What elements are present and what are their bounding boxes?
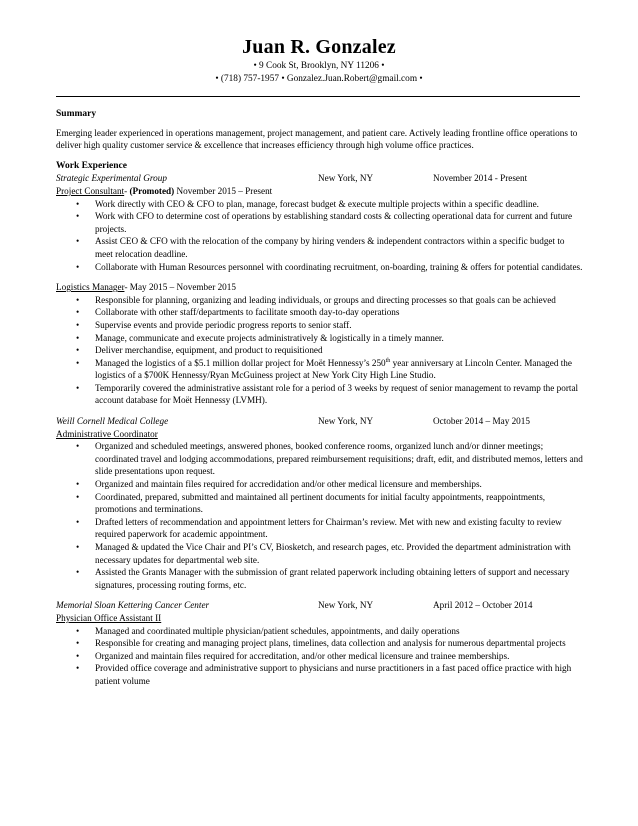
list-item (56, 491, 584, 516)
promoted-label: (Promoted) (129, 185, 175, 196)
bullet-icon: • (76, 638, 80, 649)
list-item (56, 637, 584, 650)
employer-name: Strategic Experimental Group (56, 173, 167, 184)
bullet-icon: • (76, 625, 80, 636)
bullet-icon: • (76, 261, 80, 272)
employer-row (56, 415, 584, 428)
role-title (56, 281, 584, 294)
list-item (56, 235, 584, 260)
list-item (56, 344, 584, 357)
list-item (56, 357, 584, 382)
spacer (56, 407, 584, 415)
bullet-list (56, 294, 584, 407)
bullet-text: Managed the logistics of a $5.1 million dollar project for Moët Hennessy’s 250 (95, 357, 386, 368)
bullet-text: Collaborate with Human Resources personnel with coordinating recruitment, on-boarding, training & offers for potential candidates. (95, 261, 583, 272)
employer-row (56, 172, 584, 185)
role-name: Logistics Manager (56, 282, 125, 293)
bullet-text: Drafted letters of recommendation and appointment letters for Chairman’s review. Met with new and existing faculty to review required paperwork for academic appointment. (95, 516, 562, 540)
bullet-text: Temporarily covered the administrative assistant role for a period of 3 weeks by request of senior management to revamp the portal account database for Moët Hennessy (LVMH). (95, 382, 579, 406)
employer-location: New York, NY (318, 173, 374, 184)
bullet-icon: • (76, 441, 80, 452)
employer-name: Weill Cornell Medical College (56, 416, 169, 427)
role-name: Administrative Coordinator (56, 428, 158, 439)
resume-header (0, 0, 638, 86)
bullet-text: Coordinated, prepared, submitted and maintained all pertinent documents for initial faculty appointments, reappointments, promotions and terminations. (95, 491, 546, 515)
bullet-icon: • (76, 236, 80, 247)
list-item (56, 294, 584, 307)
role-dates: - May 2015 – November 2015 (124, 282, 236, 293)
address-line: • 9 Cook St, Brooklyn, NY 11206 • (253, 61, 385, 71)
header-divider (56, 96, 580, 97)
bullet-icon: • (76, 567, 80, 578)
list-item (56, 566, 584, 591)
bullet-list (56, 440, 584, 591)
bullet-icon: • (76, 345, 80, 356)
bullet-text: Manage, communicate and execute projects administratively & logistically in a timely manner. (95, 332, 444, 343)
list-item (56, 625, 584, 638)
bullet-icon: • (76, 516, 80, 527)
bullet-icon: • (76, 650, 80, 661)
employer-dates: October 2014 – May 2015 (433, 416, 530, 427)
bullet-icon: • (76, 357, 80, 368)
bullet-icon: • (76, 211, 80, 222)
spacer (56, 591, 584, 599)
employer-dates: November 2014 - Present (433, 173, 528, 184)
employer-row (56, 599, 584, 612)
bullet-text: Managed and coordinated multiple physician/patient schedules, appointments, and daily operations (95, 625, 460, 636)
summary-heading: Summary (56, 109, 97, 119)
role-separator: - (124, 185, 130, 196)
bullet-icon: • (76, 294, 80, 305)
list-item (56, 319, 584, 332)
bullet-text: year anniversary at Lincoln Center. Managed the logistics of a $700K Hennessy/Ryan McGuiness project at New York City High Line Studio. (95, 357, 572, 381)
work-heading: Work Experience (56, 160, 127, 171)
employer-name: Memorial Sloan Kettering Cancer Center (56, 600, 210, 611)
resume-body (56, 108, 584, 688)
role-name: Project Consultant (56, 185, 125, 196)
list-item (56, 650, 584, 663)
bullet-list (56, 198, 584, 274)
employer-location: New York, NY (318, 416, 374, 427)
list-item (56, 261, 584, 274)
bullet-text: Work directly with CEO & CFO to plan, manage, forecast budget & execute multiple projects within a specific deadline. (95, 198, 539, 209)
list-item (56, 306, 584, 319)
contact-line: • (718) 757-1957 • Gonzalez.Juan.Robert@gmail.com • (215, 74, 423, 84)
bullet-icon: • (76, 382, 80, 393)
bullet-text: Responsible for creating and managing project plans, timelines, data collection and analysis for numerous departmental projects (95, 638, 566, 649)
role-title (56, 185, 584, 198)
bullet-icon: • (76, 491, 80, 502)
list-item (56, 210, 584, 235)
list-item (56, 382, 584, 407)
bullet-icon: • (76, 332, 80, 343)
bullet-icon: • (76, 663, 80, 674)
bullet-text: Deliver merchandise, equipment, and product to requisitioned (95, 345, 323, 356)
bullet-text: Organized and maintain files required for accredidation and/or other medical licensure and memberships. (95, 479, 482, 490)
bullet-text: Supervise events and provide periodic progress reports to senior staff. (95, 319, 352, 330)
role-name: Physician Office Assistant II (56, 612, 162, 623)
bullet-icon: • (76, 319, 80, 330)
list-item (56, 198, 584, 211)
list-item (56, 440, 584, 478)
bullet-text: Provided office coverage and administrative support to physicians and nurse practitioners in a fast paced office practice with high patient volume (95, 663, 572, 686)
employer-location: New York, NY (318, 600, 374, 611)
bullet-text: Managed & updated the Vice Chair and PI’s CV, Biosketch, and research pages, etc. Provided the department administration with necessary updates for departmental web site. (95, 542, 571, 565)
list-item (56, 478, 584, 491)
bullet-list (56, 625, 584, 688)
list-item (56, 541, 584, 566)
bullet-icon: • (76, 479, 80, 490)
bullet-text: Organized and scheduled meetings, answered phones, booked conference rooms, organized lunch and/or dinner meetings; coordinated travel and lodging accommodations, prepared reimbursement requisitions; draft, edit, and distributed memos, letters and slide presentations upon request. (95, 441, 583, 477)
list-item (56, 662, 584, 687)
list-item (56, 516, 584, 541)
bullet-text: Work with CFO to determine cost of operations by establishing standard costs & collecting operational data for current and future projects. (95, 211, 573, 234)
role-dates: November 2015 – Present (174, 185, 273, 196)
bullet-text: Assisted the Grants Manager with the submission of grant related paperwork including obtaining letters of support and necessary signatures, processing routing forms, etc. (95, 567, 570, 590)
bullet-icon: • (76, 198, 80, 209)
candidate-name: Juan R. Gonzalez (242, 36, 396, 58)
bullet-icon: • (76, 307, 80, 318)
spacer (56, 273, 584, 281)
bullet-text: Responsible for planning, organizing and leading individuals, or groups and directing processes so that goals can be achieved (95, 294, 556, 305)
ordinal-suffix: th (385, 357, 391, 364)
summary-text: Emerging leader experienced in operations management, project management, and patient care. Actively leading frontline office operations to deliver high quality customer service & excellence that increases efficiency through high volume office practices. (56, 127, 578, 151)
bullet-text: Assist CEO & CFO with the relocation of the company by hiring venders & independent contractors within a specific budget to meet relocation deadline. (95, 236, 565, 259)
employer-dates: April 2012 – October 2014 (433, 600, 533, 611)
list-item (56, 332, 584, 345)
bullet-icon: • (76, 542, 80, 552)
bullet-text: Organized and maintain files required for accreditation, and/or other medical licensure and trainee memberships. (95, 650, 510, 661)
bullet-text: Collaborate with other staff/departments to facilitate smooth day-to-day operations (95, 307, 400, 318)
